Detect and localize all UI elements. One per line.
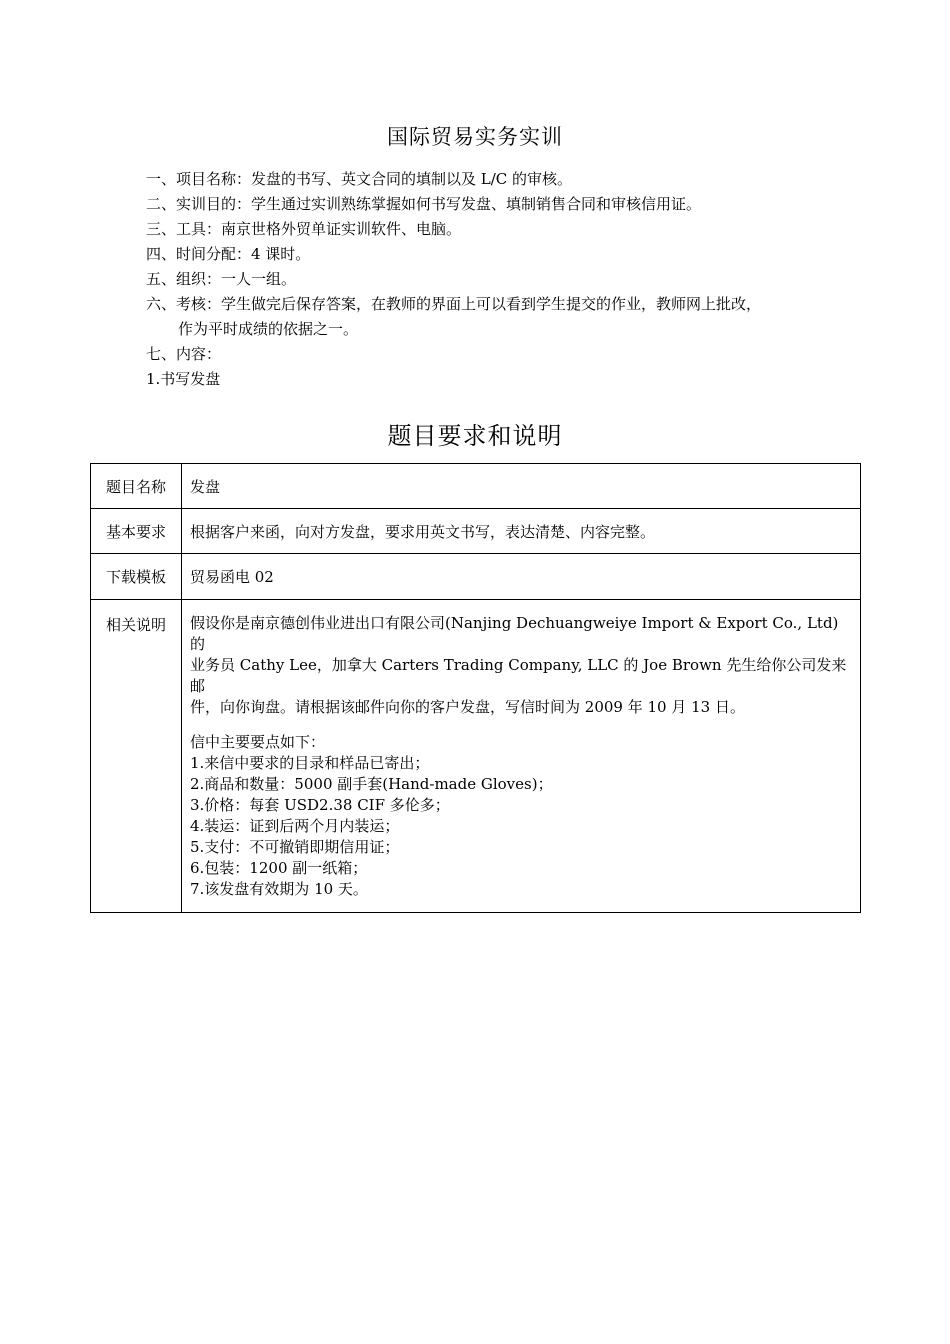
row-value: 根据客户来函，向对方发盘，要求用英文书写，表达清楚、内容完整。: [182, 509, 861, 554]
intro-item-organization: 五、组织：一人一组。: [146, 270, 297, 288]
point-item: 3.价格：每套 USD2.38 CIF 多伦多；: [190, 796, 450, 814]
intro-item-content: 七、内容：: [146, 345, 222, 363]
table-row: [91, 509, 861, 554]
intro-list: [146, 167, 826, 392]
intro-item-assessment-cont: 作为平时成绩的依据之一。: [178, 320, 359, 338]
intro-item-task: 1.书写发盘: [146, 370, 221, 388]
intro-item-assessment: 六、考核：学生做完后保存答案，在教师的界面上可以看到学生提交的作业，教师网上批改，: [146, 295, 762, 313]
row-label: 基本要求: [91, 509, 182, 554]
description-line: 业务员 Cathy Lee，加拿大 Carters Trading Company, LLC 的 Joe Brown 先生给你公司发来邮: [190, 656, 847, 695]
page-title: 国际贸易实务实训: [387, 125, 563, 149]
points-heading: 信中主要要点如下：: [190, 733, 326, 751]
intro-item-tools: 三、工具：南京世格外贸单证实训软件、电脑。: [146, 220, 462, 238]
requirements-table: [90, 463, 861, 913]
description-cell: [182, 600, 861, 913]
table-row: [91, 600, 861, 913]
intro-item-project-name: 一、项目名称：发盘的书写、英文合同的填制以及 L/C 的审核。: [146, 170, 573, 188]
row-value: 发盘: [182, 464, 861, 509]
row-value: 贸易函电 02: [182, 554, 861, 600]
point-item: 5.支付：不可撤销即期信用证；: [190, 838, 400, 856]
table-row: [91, 554, 861, 600]
point-item: 2.商品和数量：5000 副手套(Hand-made Gloves)；: [190, 775, 553, 793]
intro-item-purpose: 二、实训目的：学生通过实训熟练掌握如何书写发盘、填制销售合同和审核信用证。: [146, 195, 702, 213]
point-item: 7.该发盘有效期为 10 天。: [190, 880, 368, 898]
description-line: 假设你是南京德创伟业进出口有限公司(Nanjing Dechuangweiye Import & Export Co., Ltd)的: [190, 614, 839, 653]
point-item: 1.来信中要求的目录和样品已寄出；: [190, 754, 430, 772]
row-label: 相关说明: [91, 600, 182, 913]
section-title: 题目要求和说明: [387, 422, 563, 450]
point-item: 6.包装：1200 副一纸箱；: [190, 859, 368, 877]
row-label: 题目名称: [91, 464, 182, 509]
intro-item-time: 四、时间分配：4 课时。: [146, 245, 311, 263]
description-line: 件，向你询盘。请根据该邮件向你的客户发盘，写信时间为 2009 年 10 月 13 日。: [190, 698, 745, 716]
table-row: [91, 464, 861, 509]
row-label: 下载模板: [91, 554, 182, 600]
point-item: 4.装运：证到后两个月内装运；: [190, 817, 400, 835]
